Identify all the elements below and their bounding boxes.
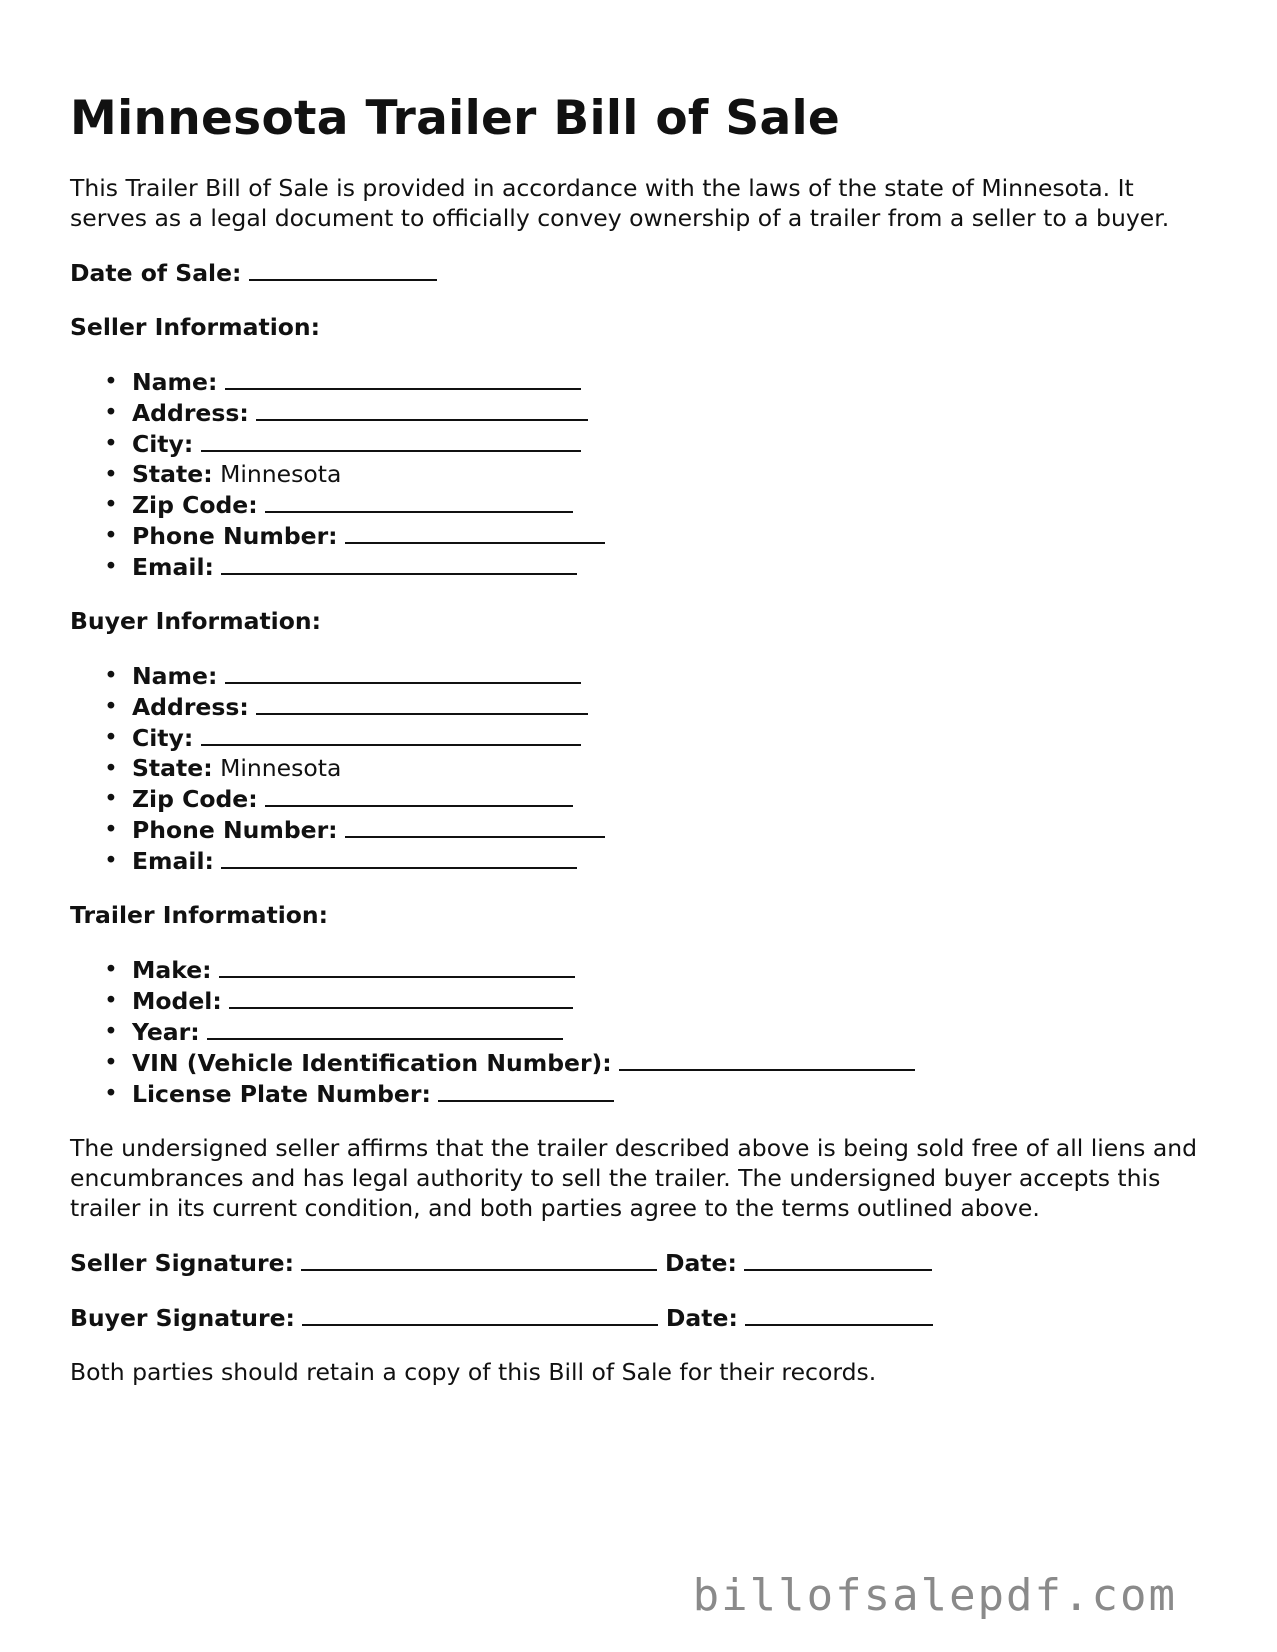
seller-address-item (104, 397, 1210, 428)
seller-date-blank[interactable] (744, 1247, 932, 1271)
buyer-state-label: State: (132, 754, 213, 782)
buyer-name-item (104, 660, 1210, 691)
seller-zip-label: Zip Code: (132, 491, 258, 519)
trailer-year-item (104, 1016, 1210, 1047)
buyer-fields-list (70, 660, 1210, 876)
buyer-phone-label: Phone Number: (132, 816, 338, 844)
seller-email-blank[interactable] (221, 551, 577, 575)
buyer-zip-blank[interactable] (265, 783, 573, 807)
buyer-state-item (104, 753, 1210, 783)
seller-phone-item (104, 520, 1210, 551)
seller-fields-list (70, 366, 1210, 582)
document-page (70, 86, 1210, 1387)
seller-name-blank[interactable] (225, 366, 581, 390)
trailer-plate-label: License Plate Number: (132, 1080, 431, 1108)
buyer-city-item (104, 722, 1210, 753)
trailer-section-heading: Trailer Information: (70, 901, 329, 929)
trailer-year-label: Year: (132, 1018, 200, 1046)
trailer-model-item (104, 985, 1210, 1016)
trailer-plate-item (104, 1078, 1210, 1109)
buyer-city-label: City: (132, 724, 194, 752)
buyer-city-blank[interactable] (201, 722, 581, 746)
seller-signature-blank[interactable] (301, 1247, 657, 1271)
closing-note: Both parties should retain a copy of this Bill of Sale for their records. (70, 1358, 877, 1386)
trailer-plate-blank[interactable] (438, 1078, 614, 1102)
seller-address-label: Address: (132, 399, 249, 427)
seller-state-item (104, 459, 1210, 489)
trailer-make-blank[interactable] (219, 954, 575, 978)
buyer-date-label: Date: (665, 1304, 738, 1332)
agreement-paragraph: The undersigned seller affirms that the trailer described above is being sold free of all liens and encumbrances and has legal authority to sell the trailer. The undersigned buyer accepts this trailer in its current condition, and both parties agree to the terms outlined above. (70, 1134, 1198, 1222)
buyer-name-label: Name: (132, 662, 218, 690)
seller-email-item (104, 551, 1210, 582)
seller-phone-blank[interactable] (345, 520, 605, 544)
site-watermark: billofsalepdf.com (692, 1570, 1177, 1621)
trailer-vin-label: VIN (Vehicle Identification Number): (132, 1049, 612, 1077)
date-of-sale-label: Date of Sale: (70, 259, 242, 287)
seller-signature-label: Seller Signature: (70, 1249, 294, 1277)
buyer-date-blank[interactable] (745, 1302, 933, 1326)
seller-state-value: Minnesota (220, 460, 342, 488)
buyer-email-blank[interactable] (221, 845, 577, 869)
buyer-signature-label: Buyer Signature: (70, 1304, 295, 1332)
seller-phone-label: Phone Number: (132, 522, 338, 550)
trailer-model-label: Model: (132, 987, 222, 1015)
buyer-signature-blank[interactable] (302, 1302, 658, 1326)
buyer-address-label: Address: (132, 693, 249, 721)
buyer-address-blank[interactable] (256, 691, 588, 715)
seller-email-label: Email: (132, 553, 214, 581)
trailer-make-label: Make: (132, 956, 212, 984)
seller-date-label: Date: (664, 1249, 737, 1277)
seller-city-item (104, 428, 1210, 459)
trailer-model-blank[interactable] (229, 985, 573, 1009)
seller-signature-line (70, 1247, 1210, 1278)
buyer-name-blank[interactable] (225, 660, 581, 684)
seller-name-label: Name: (132, 368, 218, 396)
trailer-make-item (104, 954, 1210, 985)
seller-city-label: City: (132, 430, 194, 458)
buyer-phone-item (104, 814, 1210, 845)
seller-zip-blank[interactable] (265, 489, 573, 513)
trailer-vin-item (104, 1047, 1210, 1078)
buyer-section-heading: Buyer Information: (70, 607, 322, 635)
buyer-address-item (104, 691, 1210, 722)
buyer-email-label: Email: (132, 847, 214, 875)
trailer-year-blank[interactable] (207, 1016, 563, 1040)
seller-state-label: State: (132, 460, 213, 488)
intro-paragraph: This Trailer Bill of Sale is provided in accordance with the laws of the state of Minnesota. It serves as a legal document to officially convey ownership of a trailer from a seller to a buyer. (70, 174, 1170, 232)
trailer-vin-blank[interactable] (619, 1047, 915, 1071)
trailer-fields-list (70, 954, 1210, 1109)
buyer-state-value: Minnesota (220, 754, 342, 782)
seller-city-blank[interactable] (201, 428, 581, 452)
buyer-signature-line (70, 1302, 1210, 1333)
buyer-zip-item (104, 783, 1210, 814)
seller-address-blank[interactable] (256, 397, 588, 421)
buyer-email-item (104, 845, 1210, 876)
buyer-zip-label: Zip Code: (132, 785, 258, 813)
date-of-sale-field (70, 257, 1210, 288)
document-title: Minnesota Trailer Bill of Sale (70, 91, 841, 146)
buyer-phone-blank[interactable] (345, 814, 605, 838)
seller-name-item (104, 366, 1210, 397)
seller-section-heading: Seller Information: (70, 313, 321, 341)
seller-zip-item (104, 489, 1210, 520)
date-of-sale-blank[interactable] (249, 257, 437, 281)
